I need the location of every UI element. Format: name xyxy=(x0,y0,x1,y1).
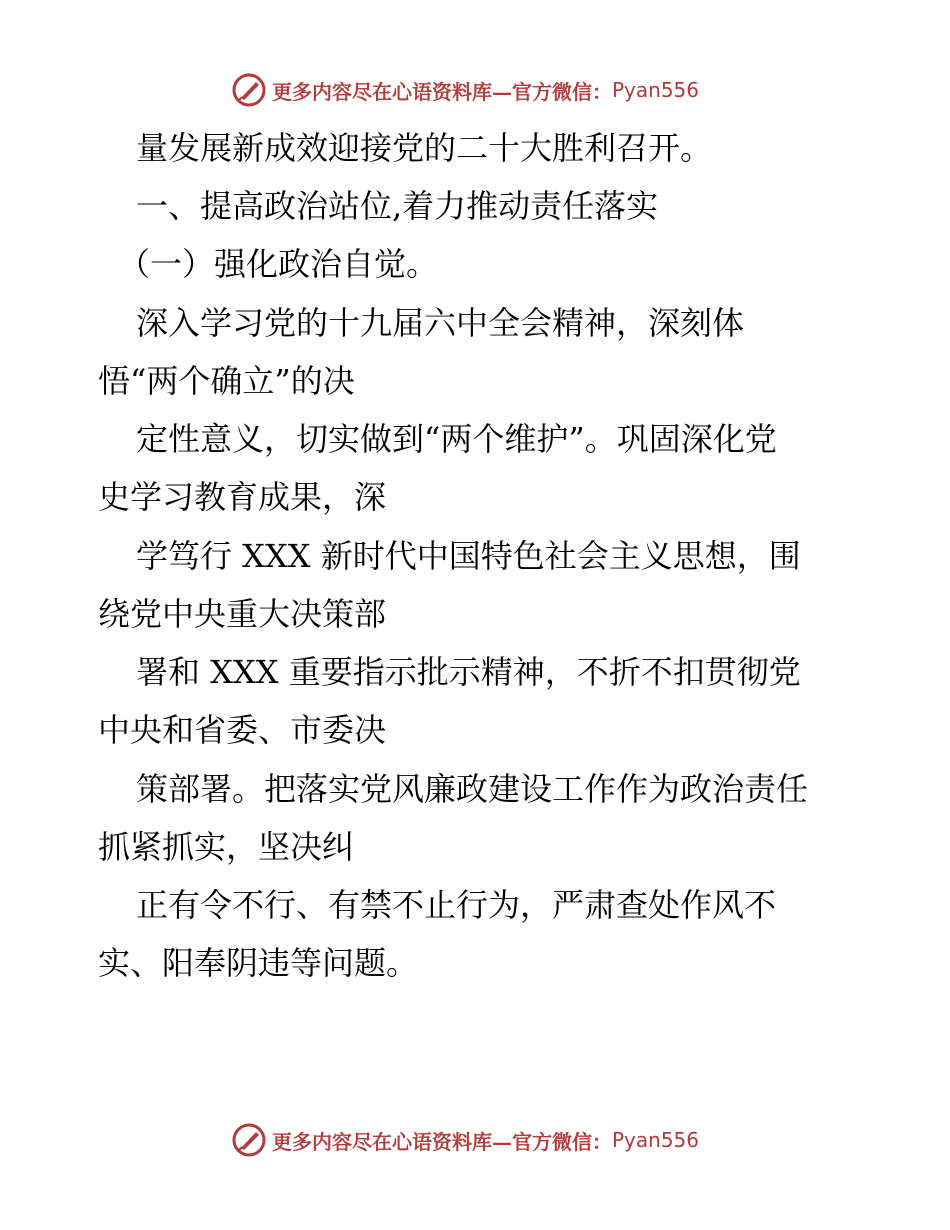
text-line: 量发展新成效迎接党的二十大胜利召开。 xyxy=(136,129,713,167)
banner-text: 更多内容尽在心语资料库—官方微信： xyxy=(272,1129,612,1154)
section-heading: 一、提高政治站位,着力推动责任落实 xyxy=(136,187,659,225)
text-line: 正有令不行、有禁不止行为，严肃查处作风不 xyxy=(136,886,777,924)
banner-contact: Pyan556 xyxy=(612,1128,700,1152)
subsection-heading: （一）强化政治自觉。 xyxy=(118,245,439,283)
quill-logo-icon xyxy=(232,1123,266,1157)
banner-text: 更多内容尽在心语资料库—官方微信： xyxy=(272,79,612,104)
text-line: 署和 XXX 重要指示批示精神，不折不扣贯彻党 xyxy=(136,653,801,691)
text-line: 深入学习党的十九届六中全会精神，深刻体 xyxy=(136,304,745,342)
text-line: 抓紧抓实，坚决纠 xyxy=(98,828,355,866)
quill-logo-icon xyxy=(232,73,266,107)
text-line: 学笃行 XXX 新时代中国特色社会主义思想，围 xyxy=(136,537,801,575)
text-line: 史学习教育成果，深 xyxy=(98,478,387,516)
text-line: 定性意义，切实做到“两个维护”。巩固深化党 xyxy=(136,420,777,458)
text-line: 悟“两个确立”的决 xyxy=(98,362,355,400)
text-line: 实、阳奉阴违等问题。 xyxy=(98,944,419,982)
text-line: 策部署。把落实党风廉政建设工作作为政治责任 xyxy=(136,770,809,808)
footer-banner xyxy=(232,1122,699,1158)
text-line: 绕党中央重大决策部 xyxy=(98,595,387,633)
text-line: 中央和省委、市委决 xyxy=(98,711,387,749)
banner-contact: Pyan556 xyxy=(612,78,700,102)
header-banner xyxy=(232,72,699,108)
